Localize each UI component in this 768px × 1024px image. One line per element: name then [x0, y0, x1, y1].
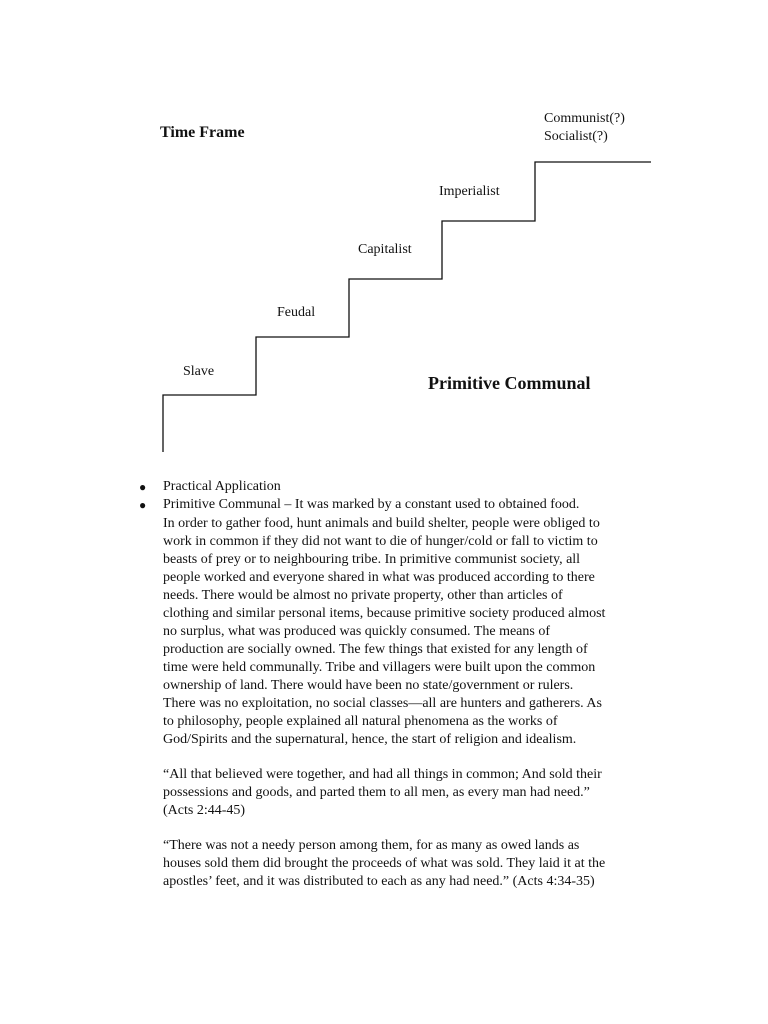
bullet-text: Practical Application [163, 479, 281, 494]
quote-acts-2 [163, 766, 663, 820]
paragraph-line: ownership of land. There would have been no state/government or rulers. [163, 678, 574, 693]
top-label-communist: Communist(?) [544, 111, 625, 126]
paragraph-line: work in common if they did not want to die of hunger/cold or fall to victim to [163, 534, 598, 549]
bullet-text: Primitive Communal – It was marked by a constant used to obtained food. [163, 497, 580, 512]
quote-line: (Acts 2:44-45) [163, 803, 246, 818]
bullet-icon: ● [139, 480, 147, 494]
bullet-icon: ● [139, 498, 147, 512]
top-label-socialist: Socialist(?) [544, 129, 608, 144]
quote-line: “There was not a needy person among them, for as many as owed lands as [163, 838, 580, 853]
bullet-item [139, 478, 679, 496]
step-label-slave: Slave [183, 364, 215, 379]
quote-acts-4 [163, 837, 663, 891]
paragraph-line: beasts of prey or to neighbouring tribe. In primitive communist society, all [163, 552, 581, 567]
step-label-capitalist: Capitalist [358, 242, 412, 257]
quote-line: apostles’ feet, and it was distributed to each as any had need.” (Acts 4:34-35) [163, 874, 595, 889]
step-label-feudal: Feudal [277, 305, 316, 320]
paragraph-line: people worked and everyone shared in what was produced according to there [163, 570, 595, 585]
paragraph-line: no surplus, what was produced was quickly consumed. The means of [163, 624, 550, 639]
time-frame-title: Time Frame [160, 124, 245, 141]
quote-line: “All that believed were together, and had all things in common; And sold their [163, 767, 602, 782]
paragraph-line: production are socially owned. The few things that existed for any length of [163, 642, 588, 657]
bullet-item [139, 496, 679, 514]
paragraph-line: In order to gather food, hunt animals and build shelter, people were obliged to [163, 516, 600, 531]
step-label-imperialist: Imperialist [439, 184, 500, 199]
paragraph-line: time were held communally. Tribe and villagers were built upon the common [163, 660, 596, 675]
primitive-communal-heading: Primitive Communal [428, 373, 591, 393]
staircase-line [163, 162, 651, 452]
quote-line: possessions and goods, and parted them to all men, as every man had need.” [163, 785, 590, 800]
paragraph-line: needs. There would be almost no private property, other than articles of [163, 588, 563, 603]
paragraph-line: God/Spirits and the supernatural, hence, the start of religion and idealism. [163, 732, 577, 747]
paragraph-line: There was no exploitation, no social classes—all are hunters and gatherers. As [163, 696, 602, 711]
paragraph-line: to philosophy, people explained all natural phenomena as the works of [163, 714, 558, 729]
bullet-list [139, 478, 679, 514]
body-paragraph [163, 515, 663, 749]
paragraph-line: clothing and similar personal items, because primitive society produced almost [163, 606, 606, 621]
quote-line: houses sold them did brought the proceeds of what was sold. They laid it at the [163, 856, 606, 871]
